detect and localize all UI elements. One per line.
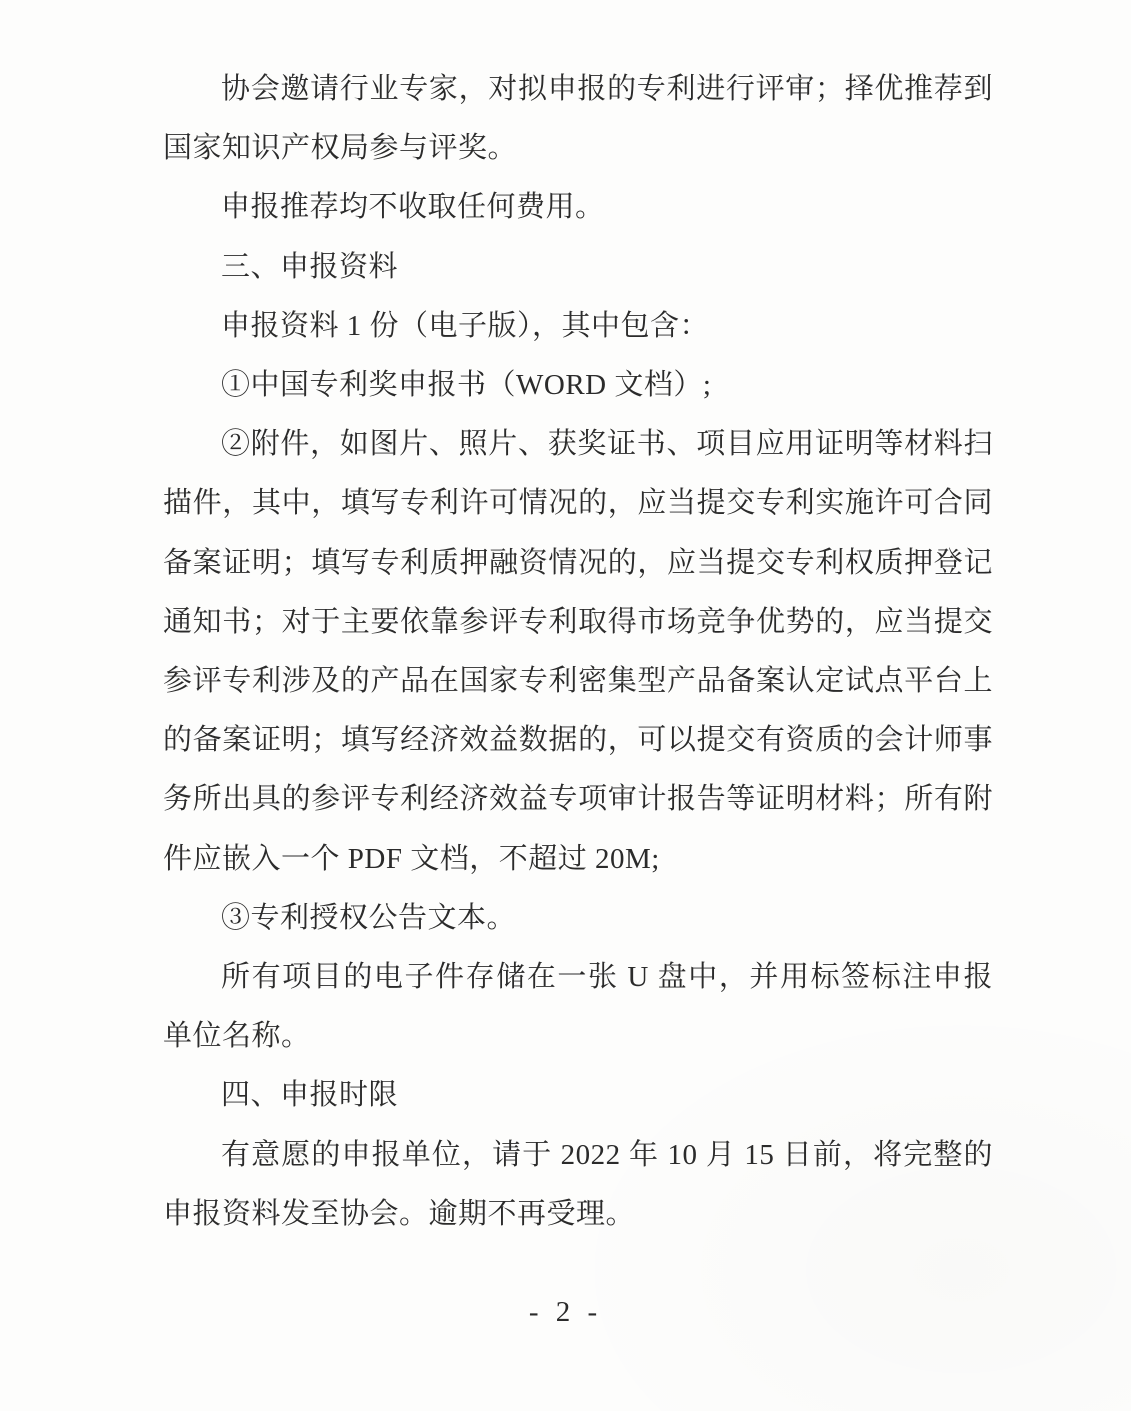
list-item-patent-grant-text: ③专利授权公告文本。 <box>221 901 517 934</box>
paragraph-deadline: 有意愿的申报单位，请于 2022 年 10 月 15 日前，将完整的申报资料发至协会。逾期不再受理。 <box>163 1138 993 1230</box>
paragraph-materials-intro: 申报资料 1 份（电子版），其中包含： <box>221 309 710 342</box>
section-heading-application-materials: 三、申报资料 <box>221 250 399 283</box>
page-footer <box>0 1296 1131 1329</box>
paragraph-expert-review: 协会邀请行业专家，对拟申报的专利进行评审；择优推荐到国家知识产权局参与评奖。 <box>163 73 993 165</box>
page-number: - 2 - <box>528 1296 603 1328</box>
paragraph-usb-note: 所有项目的电子件存储在一张 U 盘中，并用标签标注申报单位名称。 <box>163 961 993 1053</box>
list-item-attachments: ②附件，如图片、照片、获奖证书、项目应用证明等材料扫描件，其中，填写专利许可情况的，应当提交专利实施许可合同备案证明；填写专利质押融资情况的，应当提交专利权质押登记通知书；对于主要依靠参评专利取得市场竞争优势的，应当提交参评专利涉及的产品在国家专利密集型产品备案认定试点平台上的备案证明；填写经济效益数据的，可以提交有资质的会计师事务所出具的参评专利经济效益专项审计报告等证明材料；所有附件应嵌入一个 PDF 文档，不超过 20M; <box>163 428 993 875</box>
paragraph-no-fee: 申报推荐均不收取任何费用。 <box>221 191 605 224</box>
document-body <box>163 60 993 1244</box>
list-item-application-form: ①中国专利奖申报书（WORD 文档）; <box>221 369 712 402</box>
section-heading-deadline: 四、申报时限 <box>221 1079 399 1112</box>
